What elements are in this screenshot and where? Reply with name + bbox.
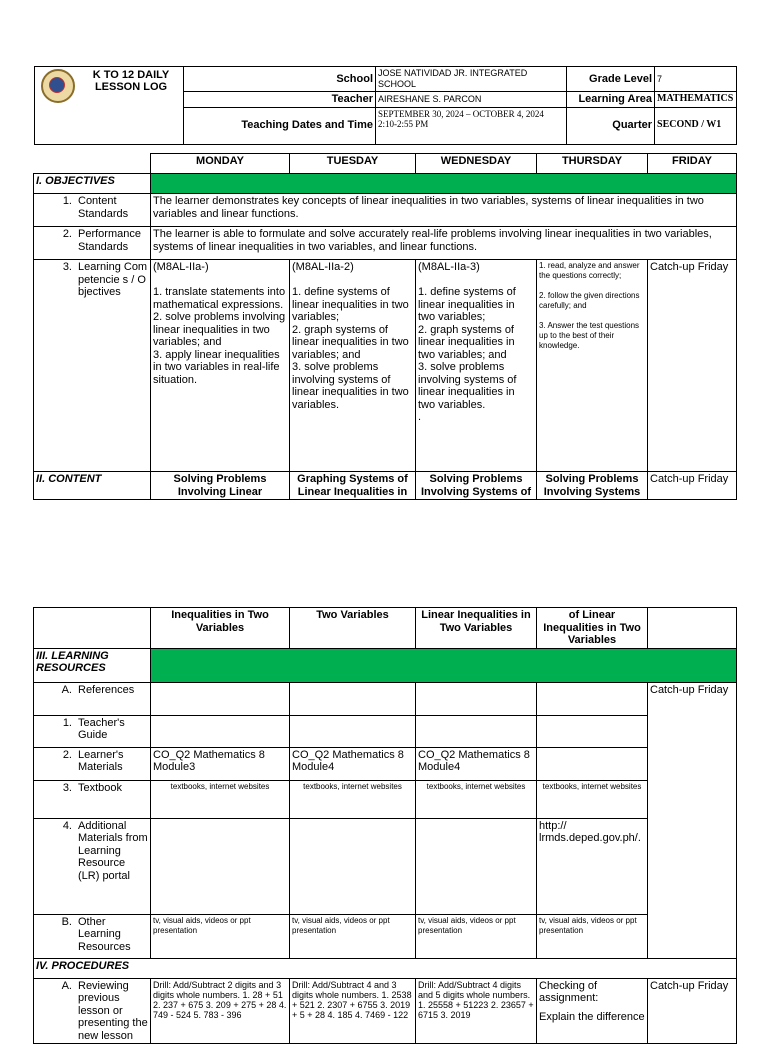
performance-standards-text: The learner is able to formulate and solve accurately real-life problems involving linear inequalities in two variables, systems of linear inequalities in two variables, and linear functions. (151, 227, 737, 260)
area-value: MATHEMATICS (655, 92, 737, 108)
lm-wednesday: CO_Q2 Mathematics 8 Module4 (416, 747, 537, 780)
am-num: 4. (62, 819, 72, 832)
other-thursday: tv, visual aids, videos or ppt presentation (537, 914, 648, 958)
header-table (34, 66, 737, 145)
deped-seal-logo (41, 69, 75, 103)
other-monday: tv, visual aids, videos or ppt presentation (151, 914, 290, 958)
other-num: B. (61, 915, 72, 928)
dates-value: SEPTEMBER 30, 2024 – OCTOBER 4, 2024 (378, 108, 544, 119)
tb-label-cell (34, 780, 151, 818)
tb-tuesday: textbooks, internet websites (290, 780, 416, 818)
doc-title: K TO 12 DAILY LESSON LOG (92, 69, 170, 93)
tb-num: 3. (62, 781, 72, 794)
references-num: A. (61, 683, 72, 696)
lm-label: Learner's Materials (78, 748, 124, 773)
day-thursday: THURSDAY (537, 154, 648, 174)
content-standards-label: Content Standards (78, 195, 129, 220)
competencies-tuesday: (M8AL-IIa-2) 1. define systems of linear inequalities in two variables; 2. graph systems of linear inequalities in two variables; and 3. solve problems involving systems of linear inequalities in two variables. (290, 260, 416, 472)
content-wednesday: Solving Problems Involving Systems of (416, 472, 537, 500)
grade-label: Grade Level (567, 67, 655, 92)
competencies-wednesday: (M8AL-IIa-3) 1. define systems of linear inequalities in two variables; 2. graph systems of linear inequalities in two variables; and 3. solve problems involving systems of linear inequalities in two variables. . (416, 260, 537, 472)
teacher-label: Teacher (184, 92, 376, 108)
content-thursday-cont: of Linear Inequalities in Two Variables (537, 608, 648, 649)
content-friday: Catch-up Friday (648, 472, 737, 500)
references-label: References (78, 683, 135, 696)
am-monday (151, 818, 290, 914)
performance-standards-label: Performance Standards (78, 228, 141, 253)
references-tuesday (290, 682, 416, 715)
performance-standards-num: 2. (62, 228, 72, 240)
am-wednesday (416, 818, 537, 914)
content-tuesday: Graphing Systems of Linear Inequalities in (290, 472, 416, 500)
objectives-green-band (151, 174, 737, 194)
proc-a-label-cell (34, 978, 151, 1044)
dates-cell (376, 107, 567, 144)
tb-wednesday: textbooks, internet websites (416, 780, 537, 818)
lesson-table-2 (33, 607, 737, 1044)
tg-thursday (537, 715, 648, 747)
resources-green-band (151, 648, 737, 682)
content-standards-label-cell (34, 194, 151, 227)
content-wednesday-cont: Linear Inequalities in Two Variables (416, 608, 537, 649)
quarter-label: Quarter (567, 107, 655, 144)
content-friday-cont (648, 608, 737, 649)
day-monday: MONDAY (151, 154, 290, 174)
lm-thursday (537, 747, 648, 780)
content-monday: Solving Problems Involving Linear (151, 472, 290, 500)
tg-num: 1. (62, 716, 72, 729)
area-label: Learning Area (567, 92, 655, 108)
school-value: JOSE NATIVIDAD JR. INTEGRATED SCHOOL (376, 67, 567, 92)
content-heading: II. CONTENT (34, 472, 151, 500)
objectives-heading: I. OBJECTIVES (34, 174, 151, 194)
resources-heading: III. LEARNING RESOURCES (34, 648, 151, 682)
tg-monday (151, 715, 290, 747)
tb-label: Textbook (78, 781, 123, 794)
lm-monday: CO_Q2 Mathematics 8 Module3 (151, 747, 290, 780)
proc-thursday (537, 978, 648, 1044)
proc-thursday-a: Checking of assignment: (539, 979, 599, 1004)
time-value: 2:10-2:55 PM (378, 119, 429, 129)
day-friday: FRIDAY (648, 154, 737, 174)
content-tuesday-cont: Two Variables (290, 608, 416, 649)
resources-friday: Catch-up Friday (648, 682, 737, 958)
content-standards-num: 1. (62, 195, 72, 207)
dates-label: Teaching Dates and Time (184, 107, 376, 144)
procedures-heading: IV. PROCEDURES (34, 958, 737, 978)
school-label: School (184, 67, 376, 92)
references-label-cell (34, 682, 151, 715)
other-wednesday: tv, visual aids, videos or ppt presentation (416, 914, 537, 958)
teacher-value: AIRESHANE S. PARCON (376, 92, 567, 108)
am-label-cell (34, 818, 151, 914)
proc-tuesday: Drill: Add/Subtract 4 and 3 digits whole numbers. 1. 2538 + 521 2. 2307 + 6755 3. 2019 + 5 + 28 4. 185 4. 7469 - 122 (290, 978, 416, 1044)
content-thursday: Solving Problems Involving Systems (537, 472, 648, 500)
lm-label-cell (34, 747, 151, 780)
lesson-table-1 (33, 153, 737, 500)
proc-a-label: Reviewing previous lesson or presenting the new lesson (78, 979, 148, 1042)
competencies-label: Learning Competencie s / Objectives (78, 261, 148, 298)
competencies-friday: Catch-up Friday (648, 260, 737, 472)
day-wednesday: WEDNESDAY (416, 154, 537, 174)
proc-thursday-b: Explain the difference (539, 1010, 645, 1023)
tg-wednesday (416, 715, 537, 747)
references-monday (151, 682, 290, 715)
tg-label: Teacher's Guide (78, 716, 125, 741)
header-title-cell (35, 67, 184, 145)
tb-monday: textbooks, internet websites (151, 780, 290, 818)
other-label: Other Learning Resources (78, 915, 131, 953)
proc-wednesday: Drill: Add/Subtract 4 digits and 5 digits whole numbers. 1. 25558 + 51223 2. 23657 + 6715 3. 2019 (416, 978, 537, 1044)
content-standards-text: The learner demonstrates key concepts of linear inequalities in two variables, systems of linear inequalities in two variables and linear functions. (151, 194, 737, 227)
continued-label-cell (34, 608, 151, 649)
proc-friday: Catch-up Friday (648, 978, 737, 1044)
other-tuesday: tv, visual aids, videos or ppt presentation (290, 914, 416, 958)
lm-tuesday: CO_Q2 Mathematics 8 Module4 (290, 747, 416, 780)
quarter-value: SECOND / W1 (655, 107, 737, 144)
tb-thursday: textbooks, internet websites (537, 780, 648, 818)
lm-num: 2. (62, 748, 72, 761)
proc-monday: Drill: Add/Subtract 2 digits and 3 digits whole numbers. 1. 28 + 51 2. 237 + 675 3. 209 + 275 + 28 4. 749 - 524 5. 783 - 396 (151, 978, 290, 1044)
references-wednesday (416, 682, 537, 715)
other-label-cell (34, 914, 151, 958)
tg-tuesday (290, 715, 416, 747)
corner-cell (34, 154, 151, 174)
proc-a-num: A. (61, 979, 72, 992)
competencies-num: 3. (62, 261, 72, 273)
day-tuesday: TUESDAY (290, 154, 416, 174)
content-monday-cont: Inequalities in Two Variables (151, 608, 290, 649)
competencies-thursday: 1. read, analyze and answer the questions correctly; 2. follow the given directions carefully; and 3. Answer the test questions up to the best of their knowledge. (537, 260, 648, 472)
competencies-monday: (M8AL-IIa-) 1. translate statements into mathematical expressions. 2. solve problems involving linear inequalities in two variables; and 3. apply linear inequalities in two variables in real-life situation. (151, 260, 290, 472)
am-thursday-link[interactable]: http:// lrmds.deped.gov.ph/. (537, 818, 648, 914)
grade-value: 7 (655, 67, 737, 92)
tg-label-cell (34, 715, 151, 747)
am-tuesday (290, 818, 416, 914)
competencies-label-cell (34, 260, 151, 472)
am-label: Additional Materials from Learning Resource (LR) portal (78, 819, 148, 882)
references-thursday (537, 682, 648, 715)
performance-standards-label-cell (34, 227, 151, 260)
